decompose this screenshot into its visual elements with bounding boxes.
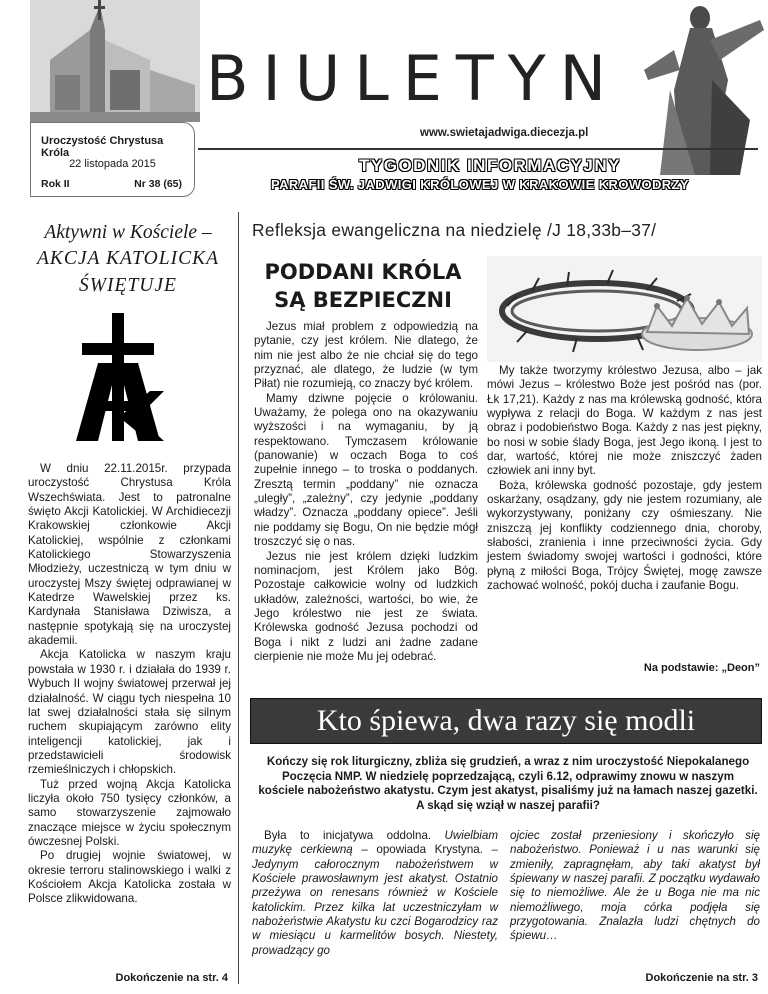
source-note: Na podstawie: „Deon” [643,662,760,674]
reflection-heading: Refleksja ewangeliczna na niedzielę /J 18,33b–37/ [252,220,657,240]
reflection-paragraph: Jezus nie jest królem dzięki ludzkim nominacjom, jest Królem jako Bóg. Pozostaje całkowicie wolny od ludzkich układów, zależności, wartości, bo wie, że Jego królestwo nie jest ze świata. Królewska godność Jezusa pochodzi od Boga i nikt z ludzi ani żadne zadane cierpienie nie może Mu jej odebrać. [254,549,478,663]
singing-quote: Uwielbiam muzykę cerkiewną [252,829,498,857]
akcja-katolicka-logo [68,313,168,441]
banner-title: Kto śpiewa, dwa razy się modli [316,704,696,737]
reflection-title-line1: PODDANI KRÓLA [264,260,462,284]
left-paragraph: Po drugiej wojnie światowej, w okresie terroru stalinowskiego i walki z Kościołem Akcja Katolicka została w Polsce zlikwidowana. [28,849,231,906]
left-paragraph: Tuż przed wojną Akcja Katolicka liczyła około 750 tysięcy członków, a samo stowarzyszenie zajmowało znaczące miejsce w życiu społecznym ówczesnej Polski. [28,777,231,848]
reflection-paragraph: Boża, królewska godność pozostaje, gdy jestem oskarżany, osądzany, gdy nie jestem rozumiany, ale wykorzystywany, poniżany czy ośmieszany. Nie zniszczą jej konflikty codziennego dnia, choroby, słabości, zranienia i inne przeciwności życia. Gdy jestem świadomy swojej wartości i godności, które płyną z miłości Boga, Trójcy Świętej, mogę zawsze zachować wolność, pokój ducha i zaufanie Bogu. [487,478,762,593]
weekly-subtitle: TYGODNIK INFORMACYJNY [359,156,621,175]
singing-quote: – Jedynym całorocznym nabożeństwem w Kościele prawosławnym jest akatyst. Ostatnio przeżywa on renesans również w Kościele katolickim. Przez kilka lat uczestniczyłam w nabożeństwie Akatystu ku czci Bogarodzicy raz w miesiącu u karmelitów bosych. Niestety, prowadzący go [252,843,498,957]
reflection-paragraph: Mamy dziwne pojęcie o królowaniu. Uważamy, że polega ono na okazywaniu wyższości i na wymaganiu, by ją respektowano. Tymczasem królowanie (panowanie) w oczach Boga to coś zupełnie innego – to troska o poddanych. Zresztą termin „poddany” nie oznacza „uległy”, „zależny”, czy jedynie „poddany władzy”. Oznacza „poddany opiece”. Jeśli nie poddamy się Bogu, On nie będzie mógł troszczyć się o nas. [254,391,478,549]
reflection-title [254,258,472,314]
church-photo [30,0,200,122]
left-title-line2: AKCJA KATOLICKA [36,248,220,270]
left-title-line1: Aktywni w Kościele – [44,222,212,243]
issue-date: 22 listopada 2015 [69,158,156,170]
singing-column-1 [252,829,498,958]
right-continuation-note: Dokończenie na str. 3 [645,972,758,984]
singing-article-lead: Kończy się rok liturgiczny, zbliża się grudzień, a wraz z nim uroczystość Niepokalanego Poczęcia NMP. W niedzielę poprzedzającą, czyli 6.12, odprawimy znowu w naszym kościele nabożeństwo akatystu. Czym jest akatyst, pisaliśmy już na łamach naszej gazetki. A skąd się wziął w naszej parafii? [258,755,758,812]
reflection-column-1 [254,320,478,664]
left-continuation-note: Dokończenie na str. 4 [115,972,228,984]
issue-number: Nr 38 (65) [134,178,182,190]
header-divider [198,148,758,150]
crown-image [487,256,762,362]
reflection-paragraph: My także tworzymy królestwo Jezusa, albo – jak mówi Jezus – królestwo Boże jest pośród nas (por. Łk 17,21). Każdy z nas ma królewską godność, która wypływa z relacji do Boga. W każdym z nas jest obraz i podobieństwo Boga. Każdy z nas jest piękny, bo nosi w sobie ślady Boga, jest Jego ikoną. I jest to dar, wartość, której nie może zniszczyć żaden człowiek ani inny byt. [487,364,762,478]
feast-label: Uroczystość Chrystusa Króla [41,135,164,159]
left-article-title [28,220,228,299]
singing-quote: ojciec został przeniesiony i skończyło się nabożeństwo. Ponieważ i u nas warunki się zmieniły, zapragnęłam, aby taki akatyst był śpiewany w naszej parafii. Z początku wydawało się to niemożliwe. Ale że u Boga nie ma nic niemożliwego, moja córka podjęła się przygotowania. Znalazła ludzi chętnych do śpiewu… [510,829,760,943]
left-article-body [28,462,231,907]
left-paragraph: W dniu 22.11.2015r. przypada uroczystość Chrystusa Króla Wszechświata. Jest to patronalne święto Akcji Katolickiej. W Archidiecezji Krakowskiej członkowie Akcji Katolickiej, wspólnie z członkami Katolickiego Stowarzyszenia Młodzieży, uczestniczą w tym dniu w uroczystej Mszy świętej odprawianej w Katedrze Wawelskiej przez ks. Kardynała Stanisława Dziwisza, a następnie spotykają się na uroczystej akademii. [28,462,231,648]
left-paragraph: Akcja Katolicka w naszym kraju powstała w 1930 r. i działała do 1939 r. Wybuch II wojny światowej przerwał jej działalność. W ciągu tych niespełna 10 lat swej działalności stała się silnym ruchem skupiającym zarówno elity inteligencji katolickiej, jak i przedstawicieli środowisk rzemieślniczych i chłopskich. [28,648,231,777]
reflection-title-line2: SĄ BEZPIECZNI [274,288,452,312]
singing-text: Była to inicjatywa oddolna. [264,829,445,842]
singing-column-2 [510,829,760,944]
website-link[interactable]: www.swietajadwiga.diecezja.pl [420,127,589,139]
masthead-title: BIULETYN [206,42,621,115]
issue-year: Rok II [41,178,70,190]
parish-subtitle: PARAFII ŚW. JADWIGI KRÓLOWEJ W KRAKOWIE KROWODRZY [270,177,689,192]
reflection-paragraph: Jezus miał problem z odpowiedzią na pytanie, czy jest królem. Nie dlatego, że nim nie jest albo że nie chciał się do tego przyznać, ale dlatego, że ludzie (w tym Piłat) nie rozumieją, co znaczy być królem. [254,320,478,391]
column-divider [238,212,239,984]
singing-text: – opowiada Krystyna. [352,843,492,857]
issue-info-box [30,122,195,197]
reflection-column-2 [487,364,762,594]
left-title-line3: ŚWIĘTUJE [79,274,177,296]
singing-article-banner [250,698,762,744]
